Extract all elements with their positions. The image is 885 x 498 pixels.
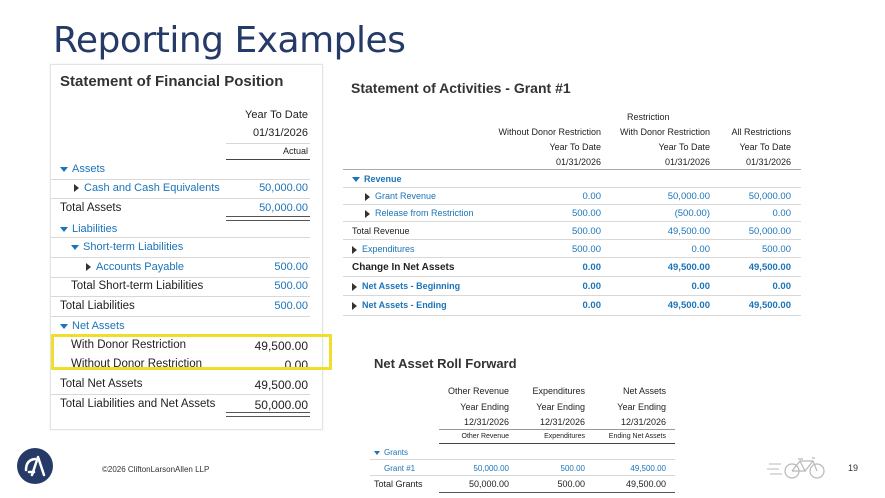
caret-right-icon[interactable] (352, 283, 357, 291)
soa-cell[interactable]: 0.00 (582, 262, 601, 273)
soa-cell[interactable]: 500.00 (571, 208, 601, 219)
soa-row-release[interactable]: Release from Restriction (365, 208, 474, 218)
soa-cell[interactable]: 50,000.00 (667, 191, 710, 202)
narf-col-date: 12/31/2026 (463, 417, 509, 427)
soa-cell[interactable]: 500.00 (571, 244, 601, 255)
soa-cell[interactable]: 49,500.00 (748, 262, 791, 273)
caret-right-icon[interactable] (74, 184, 79, 192)
narf-cell: 50,000.00 (468, 479, 509, 489)
narf-cell[interactable]: 500.00 (560, 464, 585, 473)
caret-right-icon[interactable] (352, 302, 357, 310)
caret-right-icon[interactable] (86, 263, 91, 271)
soa-cell[interactable]: 0.00 (582, 300, 601, 311)
soa-cell[interactable]: 0.00 (582, 281, 601, 292)
soa-cell[interactable]: 500.00 (761, 244, 791, 255)
narf-row-total: Total Grants (374, 479, 423, 489)
soa-cell[interactable]: 49,500.00 (748, 300, 791, 311)
soa-col-name-1: With Donor Restriction (619, 127, 710, 137)
soa-col-name-0: Without Donor Restriction (498, 127, 601, 137)
narf-col-period: Year Ending (617, 402, 666, 412)
soa-col-date-1: 01/31/2026 (664, 157, 710, 167)
narf-col-period: Year Ending (536, 402, 585, 412)
caret-down-icon[interactable] (352, 177, 360, 182)
sfp-title: Statement of Financial Position (60, 73, 284, 90)
soa-row-net-beginning[interactable]: Net Assets - Beginning (352, 281, 460, 291)
narf-col-name: Expenditures (532, 386, 585, 396)
copyright-text: ©2026 CliftonLarsonAllen LLP (102, 465, 210, 474)
soa-col-date-0: 01/31/2026 (555, 157, 601, 167)
soa-cell[interactable]: 49,500.00 (667, 262, 710, 273)
narf-col-period: Year Ending (460, 402, 509, 412)
soa-row-revenue[interactable]: Revenue (352, 174, 402, 184)
soa-cell[interactable]: 49,500.00 (667, 300, 710, 311)
soa-cell[interactable]: 50,000.00 (748, 226, 791, 237)
soa-row-change: Change In Net Assets (352, 262, 455, 273)
narf-col-date: 12/31/2026 (539, 417, 585, 427)
soa-col-date-2: 01/31/2026 (745, 157, 791, 167)
caret-right-icon[interactable] (352, 246, 357, 254)
soa-title: Statement of Activities - Grant #1 (351, 80, 571, 96)
narf-cell[interactable]: 49,500.00 (630, 464, 666, 473)
narf-cell: 500.00 (557, 479, 585, 489)
soa-cell[interactable]: 49,500.00 (667, 226, 710, 237)
soa-cell[interactable]: 50,000.00 (748, 191, 791, 202)
narf-col-name: Net Assets (622, 386, 666, 396)
soa-cell[interactable]: 0.00 (772, 281, 791, 292)
caret-down-icon[interactable] (60, 167, 68, 172)
narf-col-sub: Other Revenue (461, 433, 509, 440)
soa-row-expenditures[interactable]: Expenditures (352, 244, 415, 254)
soa-cell[interactable]: 0.00 (582, 191, 601, 202)
narf-title: Net Asset Roll Forward (374, 356, 517, 371)
caret-down-icon[interactable] (60, 227, 68, 232)
caret-down-icon[interactable] (60, 324, 68, 329)
narf-row-grants[interactable]: Grants (374, 448, 408, 457)
statement-activities-panel (343, 70, 803, 318)
narf-col-name: Other Revenue (447, 386, 509, 396)
cla-logo (17, 448, 53, 484)
narf-col-sub: Ending Net Assets (608, 433, 666, 440)
caret-right-icon[interactable] (365, 210, 370, 218)
page-number: 19 (848, 463, 859, 473)
highlight-box (51, 334, 332, 370)
soa-group-header: Restriction (627, 112, 670, 122)
soa-cell[interactable]: 500.00 (571, 226, 601, 237)
bicycle-icon (767, 455, 829, 481)
statement-financial-position-panel: Statement of Financial Position Year To Date 01/31/2026 Actual Assets Cash and Cash Equivalents 50,000.00 Total Assets 50,000.00 Liabilities Short-term Liabilities Accounts Payable 500.00 Total Short-term Liabilities 500.00 Total Liabilities 500.00 Net Assets With Donor Restriction 49,500.00 Without Donor Restriction 0.00 Total Net Assets 49,500.00 Total Liabilities and Net Assets 50,000.00 (50, 64, 323, 430)
narf-col-date: 12/31/2026 (620, 417, 666, 427)
narf-row-grant1[interactable]: Grant #1 (384, 464, 416, 473)
slide-title: Reporting Examples (53, 20, 406, 61)
narf-cell[interactable]: 50,000.00 (473, 464, 509, 473)
soa-cell[interactable]: 0.00 (772, 208, 791, 219)
soa-row-grant-revenue[interactable]: Grant Revenue (365, 191, 436, 201)
soa-row-total-revenue: Total Revenue (352, 226, 410, 236)
soa-row-net-ending[interactable]: Net Assets - Ending (352, 300, 447, 310)
soa-col-period-0: Year To Date (549, 142, 601, 152)
soa-col-period-2: Year To Date (739, 142, 791, 152)
soa-col-period-1: Year To Date (658, 142, 710, 152)
caret-down-icon[interactable] (71, 245, 79, 250)
soa-cell[interactable]: 0.00 (691, 281, 710, 292)
soa-cell[interactable]: (500.00) (674, 208, 710, 219)
caret-right-icon[interactable] (365, 193, 370, 201)
soa-cell[interactable]: 0.00 (691, 244, 710, 255)
caret-down-icon[interactable] (374, 451, 380, 455)
narf-col-sub: Expenditures (544, 433, 585, 440)
narf-cell: 49,500.00 (625, 479, 666, 489)
soa-col-name-2: All Restrictions (731, 127, 791, 137)
